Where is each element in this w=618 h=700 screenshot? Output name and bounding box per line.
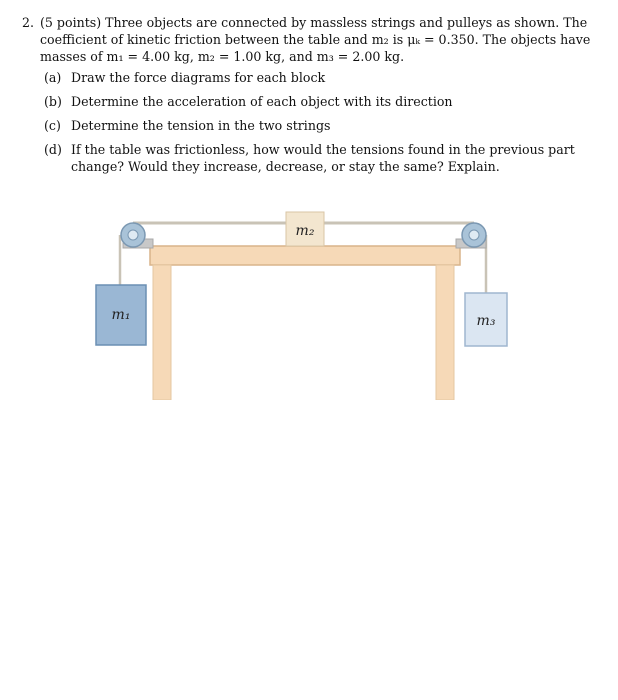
stem-line-1: (5 points) Three objects are connected by massless strings and pulleys as shown. The <box>40 15 588 30</box>
pulley-right <box>462 223 486 247</box>
label-m1: m₁ <box>111 307 131 323</box>
part-text: Determine the acceleration of each object with its direction <box>71 94 453 109</box>
label-m3: m₃ <box>476 313 496 329</box>
part-text: Draw the force diagrams for each block <box>71 70 326 85</box>
part-b <box>44 93 596 110</box>
part-a <box>44 69 596 86</box>
stem-line-2: coefficient of kinetic friction between the table and m₂ is μₖ = 0.350. The objects have <box>40 32 591 47</box>
part-label: (a) <box>44 70 62 85</box>
part-d <box>44 141 596 175</box>
part-text: If the table was frictionless, how would the tensions found in the previous part change? Would they increase, decrease, or stay the same? Explain. <box>71 142 575 174</box>
part-label: (c) <box>44 118 61 133</box>
stem-line-3: masses of m₁ = 4.00 kg, m₂ = 1.00 kg, and m₃ = 2.00 kg. <box>40 49 405 64</box>
label-m2: m₂ <box>295 223 315 239</box>
part-text: Determine the tension in the two strings <box>71 118 331 133</box>
problem-stem <box>22 14 596 65</box>
table-leg-left <box>153 265 171 400</box>
figure-svg <box>90 205 510 400</box>
pulley-left <box>121 223 145 247</box>
problem-number: 2. <box>22 15 35 30</box>
part-c <box>44 117 596 134</box>
part-label: (d) <box>44 142 62 157</box>
problem-statement <box>40 14 596 65</box>
pulley-system-figure <box>90 205 510 400</box>
problem-parts <box>44 69 596 175</box>
table-top <box>150 246 460 265</box>
problem-2 <box>22 14 596 182</box>
table-leg-right <box>436 265 454 400</box>
part-label: (b) <box>44 94 62 109</box>
